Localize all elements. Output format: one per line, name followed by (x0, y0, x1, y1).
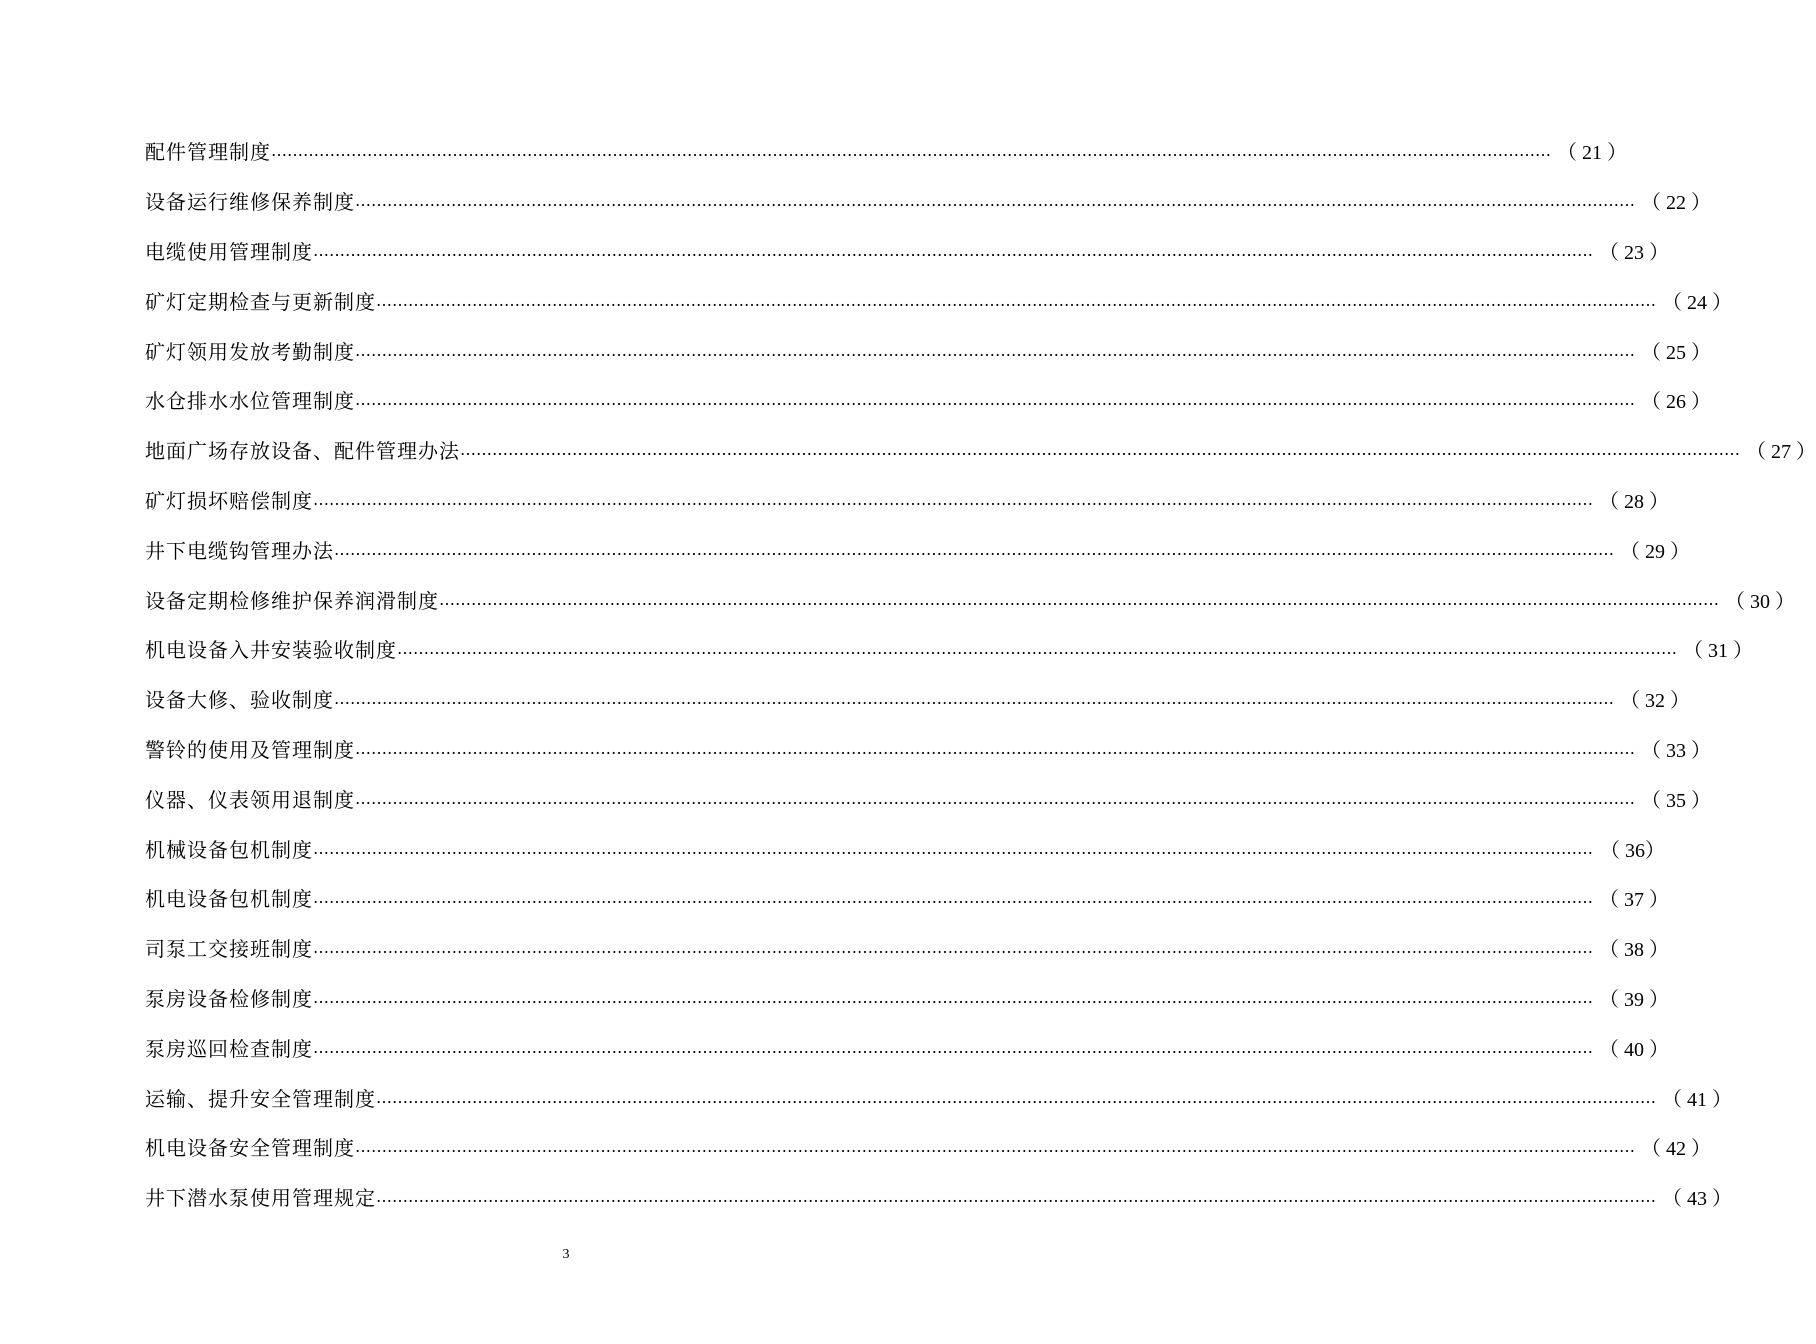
toc-leader-dots: …………………………………………………………………………………………………………………………………………………………………………………………………………………… (313, 1037, 1593, 1057)
toc-entry (145, 773, 1711, 823)
toc-entry-title: 机电设备包机制度 (145, 887, 313, 912)
toc-leader-dots: …………………………………………………………………………………………………………………………………………………………………………………………………………………… (376, 1187, 1656, 1207)
toc-entry (145, 1022, 1669, 1072)
toc-entry (145, 524, 1690, 574)
toc-entry-page: （ 25 ） (1641, 341, 1711, 364)
toc-entry-title: 运输、提升安全管理制度 (145, 1086, 376, 1111)
toc-leader-dots: …………………………………………………………………………………………………………………………………………………………………………………………………………………… (313, 888, 1593, 908)
toc-entry (145, 1072, 1732, 1122)
toc-leader-dots: …………………………………………………………………………………………………………………………………………………………………………………………………………………… (355, 788, 1635, 808)
toc-entry (145, 873, 1669, 923)
toc-entry-page: （ 33 ） (1641, 739, 1711, 762)
toc-entry (145, 425, 1816, 475)
toc-entry-page: （ 29 ） (1620, 540, 1690, 563)
toc-entry-title: 机电设备入井安装验收制度 (145, 638, 397, 663)
toc-leader-dots: …………………………………………………………………………………………………………………………………………………………………………………………………………………… (355, 191, 1635, 211)
toc-leader-dots: …………………………………………………………………………………………………………………………………………………………………………………………………………………… (334, 689, 1614, 709)
toc-entry (145, 724, 1711, 774)
toc-entry (145, 275, 1732, 325)
toc-leader-dots: …………………………………………………………………………………………………………………………………………………………………………………………………………………… (313, 987, 1593, 1007)
toc-entry-title: 警铃的使用及管理制度 (145, 737, 355, 762)
toc-leader-dots: …………………………………………………………………………………………………………………………………………………………………………………………………………………… (313, 838, 1593, 858)
toc-leader-dots: …………………………………………………………………………………………………………………………………………………………………………………………………………………… (271, 141, 1551, 161)
toc-entry (145, 226, 1669, 276)
toc-entry-page: （ 22 ） (1641, 192, 1711, 215)
toc-entry-title: 设备运行维修保养制度 (145, 190, 355, 215)
toc-entry-title: 矿灯定期检查与更新制度 (145, 289, 376, 314)
toc-entry-title: 设备定期检修维护保养润滑制度 (145, 588, 439, 613)
toc-leader-dots: …………………………………………………………………………………………………………………………………………………………………………………………………………………… (334, 539, 1614, 559)
toc-leader-dots: …………………………………………………………………………………………………………………………………………………………………………………………………………………… (460, 440, 1740, 460)
toc-entry-title: 机电设备安全管理制度 (145, 1136, 355, 1161)
toc-entry-title: 机械设备包机制度 (145, 837, 313, 862)
toc-entry (145, 375, 1711, 425)
table-of-contents (145, 126, 1816, 1222)
toc-entry-page: （ 28 ） (1599, 490, 1669, 513)
toc-leader-dots: …………………………………………………………………………………………………………………………………………………………………………………………………………………… (313, 489, 1593, 509)
toc-entry-page: （ 43 ） (1662, 1188, 1732, 1211)
toc-leader-dots: …………………………………………………………………………………………………………………………………………………………………………………………………………………… (376, 290, 1656, 310)
toc-leader-dots: …………………………………………………………………………………………………………………………………………………………………………………………………………………… (355, 738, 1635, 758)
toc-entry-page: （ 26 ） (1641, 391, 1711, 414)
toc-entry-title: 井下电缆钩管理办法 (145, 538, 334, 563)
toc-entry-page: （ 27 ） (1746, 441, 1816, 464)
toc-entry-page: （ 37 ） (1599, 889, 1669, 912)
toc-entry-page: （ 30 ） (1725, 590, 1795, 613)
toc-entry (145, 823, 1665, 873)
toc-leader-dots: …………………………………………………………………………………………………………………………………………………………………………………………………………………… (355, 1137, 1635, 1157)
toc-entry-page: （ 24 ） (1662, 291, 1732, 314)
toc-entry-page: （ 23 ） (1599, 241, 1669, 264)
toc-entry-title: 泵房巡回检查制度 (145, 1036, 313, 1061)
toc-entry (145, 176, 1711, 226)
toc-entry (145, 1122, 1711, 1172)
toc-entry (145, 475, 1669, 525)
toc-leader-dots: …………………………………………………………………………………………………………………………………………………………………………………………………………………… (355, 390, 1635, 410)
toc-entry-page: （ 41 ） (1662, 1088, 1732, 1111)
toc-entry (145, 325, 1711, 375)
toc-entry (145, 923, 1669, 973)
toc-entry-title: 设备大修、验收制度 (145, 688, 334, 713)
toc-entry-title: 地面广场存放设备、配件管理办法 (145, 439, 460, 464)
toc-entry-page: （ 31 ） (1683, 640, 1753, 663)
toc-leader-dots: …………………………………………………………………………………………………………………………………………………………………………………………………………………… (355, 340, 1635, 360)
toc-entry (145, 973, 1669, 1023)
toc-entry (145, 574, 1795, 624)
toc-leader-dots: …………………………………………………………………………………………………………………………………………………………………………………………………………………… (376, 1087, 1656, 1107)
toc-entry-title: 司泵工交接班制度 (145, 937, 313, 962)
toc-entry-title: 仪器、仪表领用退制度 (145, 787, 355, 812)
toc-entry (145, 674, 1690, 724)
toc-entry-title: 水仓排水水位管理制度 (145, 389, 355, 414)
toc-leader-dots: …………………………………………………………………………………………………………………………………………………………………………………………………………………… (313, 938, 1593, 958)
toc-leader-dots: …………………………………………………………………………………………………………………………………………………………………………………………………………………… (439, 589, 1719, 609)
toc-entry-title: 配件管理制度 (145, 140, 271, 165)
toc-entry-title: 电缆使用管理制度 (145, 239, 313, 264)
toc-entry-title: 矿灯损坏赔偿制度 (145, 488, 313, 513)
toc-entry-title: 矿灯领用发放考勤制度 (145, 339, 355, 364)
toc-entry-page: （ 40 ） (1599, 1038, 1669, 1061)
toc-entry-page: （ 32 ） (1620, 690, 1690, 713)
toc-entry-page: （ 38 ） (1599, 939, 1669, 962)
toc-entry-page: （ 39 ） (1599, 988, 1669, 1011)
toc-entry-page: （ 21 ） (1557, 142, 1627, 165)
toc-entry-page: （ 36） (1600, 839, 1665, 862)
toc-entry (145, 1172, 1732, 1222)
toc-entry-title: 泵房设备检修制度 (145, 986, 313, 1011)
toc-entry (145, 624, 1753, 674)
toc-entry-title: 井下潜水泵使用管理规定 (145, 1186, 376, 1211)
toc-entry (145, 126, 1627, 176)
toc-entry-page: （ 35 ） (1641, 789, 1711, 812)
toc-leader-dots: …………………………………………………………………………………………………………………………………………………………………………………………………………………… (313, 240, 1593, 260)
page-number: 3 (562, 1247, 570, 1262)
toc-entry-page: （ 42 ） (1641, 1138, 1711, 1161)
toc-leader-dots: …………………………………………………………………………………………………………………………………………………………………………………………………………………… (397, 639, 1677, 659)
